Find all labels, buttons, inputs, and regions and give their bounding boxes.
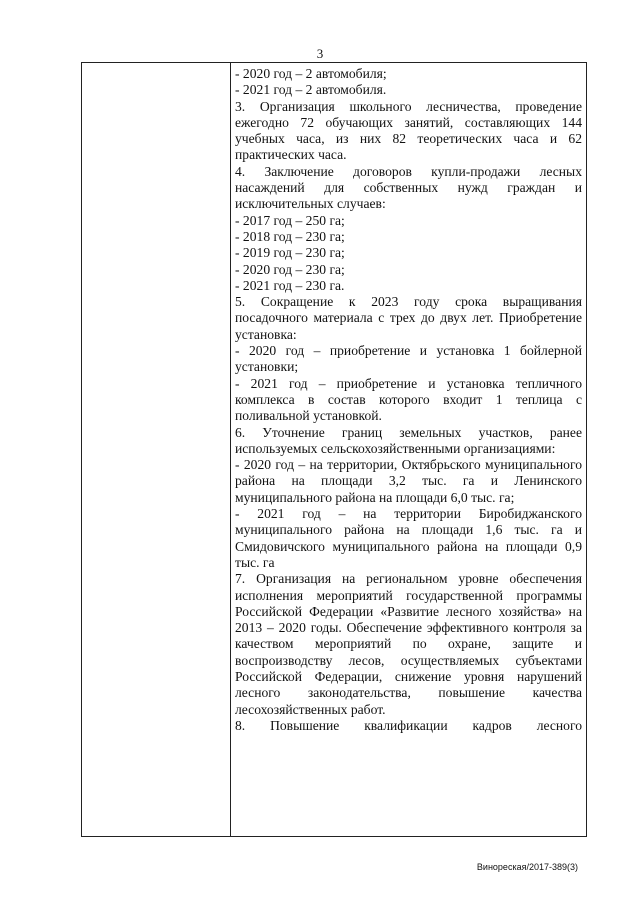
left-column-cell xyxy=(82,63,231,837)
paragraph: - 2021 год – приобретение и установка тепличного комплекса в состав которого входит 1 теплица с поливальной установкой. xyxy=(235,375,582,424)
program-table xyxy=(81,62,587,837)
paragraph: 8. Повышение квалификации кадров лесного xyxy=(235,717,582,733)
page-number: 3 xyxy=(316,46,324,61)
paragraph: 6. Уточнение границ земельных участков, ранее используемых сельскохозяйственными организациями: xyxy=(235,424,582,456)
paragraph: - 2020 год – приобретение и установка 1 бойлерной установки; xyxy=(235,343,582,375)
paragraph: 4. Заключение договоров купли-продажи лесных насаждений для собственных нужд граждан и исключительных случаев: xyxy=(235,163,582,212)
document-footer-code: Винореская/2017-389(3) xyxy=(476,862,578,872)
paragraph: - 2018 год – 230 га; xyxy=(235,228,345,244)
paragraph: - 2021 год – на территории Биробиджанского муниципального района на площади 1,6 тыс. га и Смидовичского муниципального района на площади 0,9 тыс. га xyxy=(235,506,582,570)
paragraph: - 2021 год – 2 автомобиля. xyxy=(235,82,387,98)
paragraph: - 2021 год – 230 га. xyxy=(235,277,345,293)
paragraph: 5. Сокращение к 2023 году срока выращивания посадочного материала с трех до двух лет. Приобретение установка: xyxy=(235,294,582,342)
paragraph: - 2020 год – на территории, Октябрьского муниципального района на площади 3,2 тыс. га и Ленинского муниципального района на площади 6,0 тыс. га; xyxy=(235,457,582,505)
paragraph: - 2020 год – 2 автомобиля; xyxy=(235,66,387,81)
paragraph: 7. Организация на региональном уровне обеспечения исполнения мероприятий государственной программы Российской Федерации «Развитие лесного хозяйства» на 2013 – 2020 годы. Обеспечение эффективного контроля за качеством мероприятий по охране, защите и воспроизводству лесов, осуществляемых субъектами Российской Федерации, снижение уровня нарушений лесного законодательства, повышение качества лесохозяйственных работ. xyxy=(235,571,582,717)
table-row xyxy=(82,63,587,837)
paragraph: - 2019 год – 230 га; xyxy=(235,245,345,261)
paragraph: - 2017 год – 250 га; xyxy=(235,212,345,228)
right-column-cell xyxy=(231,63,587,837)
paragraph: - 2020 год – 230 га; xyxy=(235,261,345,277)
cell-content xyxy=(235,66,582,734)
paragraph: 3. Организация школьного лесничества, проведение ежегодно 72 обучающих занятий, составляющих 144 учебных часа, из них 82 теоретических часа и 62 практических часа. xyxy=(235,98,582,163)
